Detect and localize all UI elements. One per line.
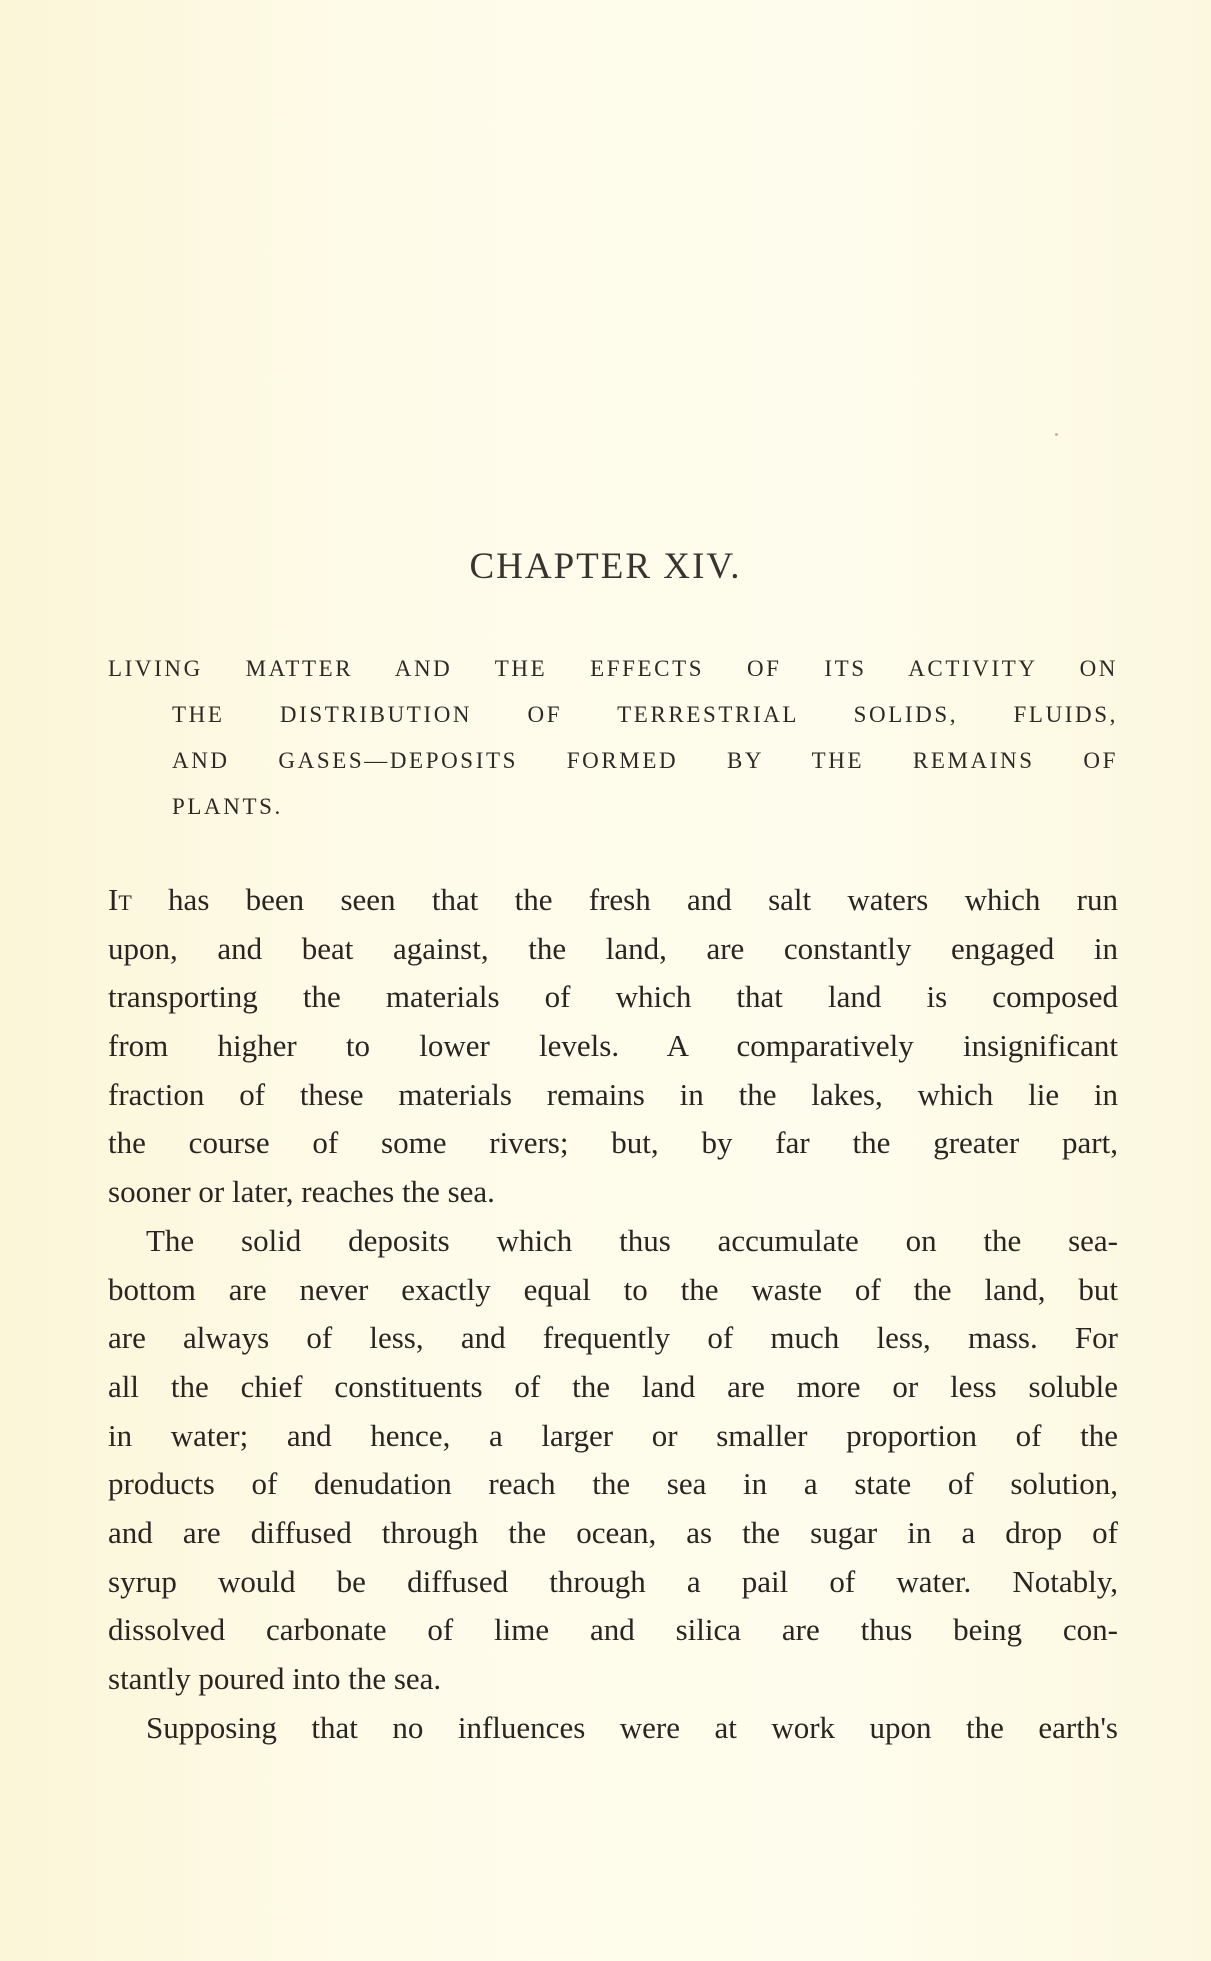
body-line: the course of some rivers; but, by far the greater part,	[108, 1125, 1118, 1161]
body-line: Supposing that no influences were at work upon the earth's	[146, 1709, 1118, 1745]
body-line: from higher to lower levels. A comparatively insignificant	[108, 1028, 1118, 1064]
body-line: upon, and beat against, the land, are constantly engaged in	[108, 930, 1118, 966]
body-line	[108, 876, 1118, 925]
body-line: syrup would be diffused through a pail of water. Notably,	[108, 1563, 1118, 1599]
argument-line: THE DISTRIBUTION OF TERRESTRIAL SOLIDS, FLUIDS,	[172, 702, 1118, 727]
body-line-text: has been seen that the fresh and salt waters which run	[131, 882, 1118, 917]
opening-word: It	[108, 882, 132, 917]
argument-line: LIVING MATTER AND THE EFFECTS OF ITS ACTIVITY ON	[108, 656, 1118, 681]
chapter-argument	[108, 646, 1118, 830]
body-line: all the chief constituents of the land are more or less soluble	[108, 1368, 1118, 1404]
body-line: and are diffused through the ocean, as the sugar in a drop of	[108, 1514, 1118, 1550]
chapter-heading: CHAPTER XIV.	[469, 546, 742, 587]
body-text	[108, 876, 1118, 1752]
body-line: The solid deposits which thus accumulate on the sea-	[146, 1222, 1118, 1258]
body-line: dissolved carbonate of lime and silica are thus being con-	[108, 1612, 1118, 1648]
body-line: in water; and hence, a larger or smaller proportion of the	[108, 1417, 1118, 1453]
body-line: are always of less, and frequently of much less, mass. For	[108, 1320, 1118, 1356]
paper-speck	[1055, 433, 1058, 436]
body-line: fraction of these materials remains in the lakes, which lie in	[108, 1076, 1118, 1112]
body-line: stantly poured into the sea.	[108, 1661, 442, 1696]
argument-line: AND GASES—DEPOSITS FORMED BY THE REMAINS OF	[172, 748, 1118, 773]
body-line: sooner or later, reaches the sea.	[108, 1174, 495, 1210]
body-line: transporting the materials of which that land is composed	[108, 979, 1118, 1015]
argument-line: PLANTS.	[172, 794, 283, 819]
body-line: products of denudation reach the sea in a state of solution,	[108, 1466, 1118, 1502]
body-line: bottom are never exactly equal to the waste of the land, but	[108, 1271, 1118, 1307]
